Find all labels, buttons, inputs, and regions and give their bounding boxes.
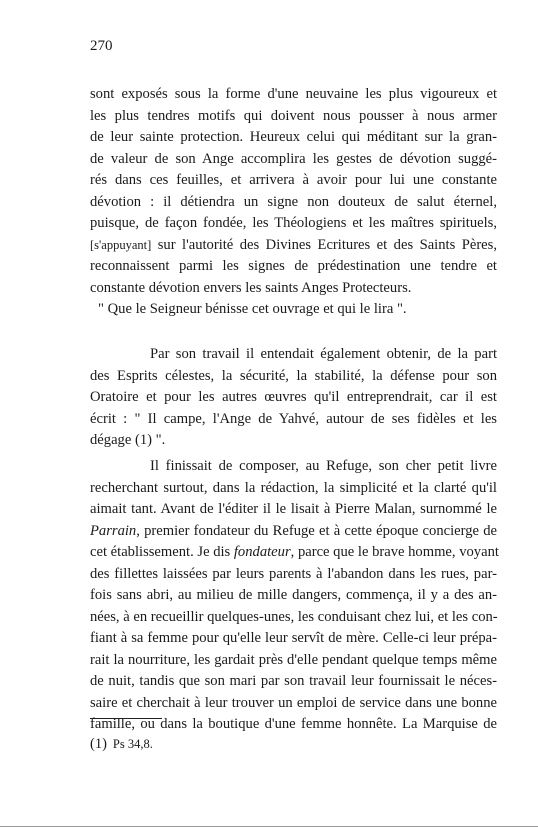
text-line: recherchant surtout, dans la rédaction, la simplicité et la clarté qu'il: [90, 479, 497, 496]
text-fragment: , parce que le brave homme, voyant: [290, 544, 499, 560]
text-line: des fillettes laissées par leurs parents à l'abandon dans les rues, par-: [90, 565, 497, 582]
text-line: Par son travail il entendait également obtenir, de la part: [150, 346, 497, 362]
page-bottom-edge: [0, 826, 538, 827]
text-line: de valeur de son Ange accomplira les gestes de dévotion suggé-: [90, 150, 497, 167]
text-line: des Esprits célestes, la sécurité, la stabilité, la défense pour son: [90, 367, 497, 384]
text-line: reconnaissent parmi les signes de prédestination une tendre et: [90, 258, 497, 274]
footnote-marker: (1): [90, 736, 107, 752]
text-line: dégage (1) ".: [90, 432, 166, 448]
text-line: sont exposés sous la forme d'une neuvaine les plus vigoureux et: [90, 86, 497, 102]
text-line: Il finissait de composer, au Refuge, son cher petit livre: [150, 458, 497, 474]
italic-name: Parrain: [90, 522, 137, 539]
footnote-source: Ps 34,8.: [112, 737, 153, 751]
footnote: [90, 736, 153, 753]
text-line: famille, ou dans la boutique d'une femme honnête. La Marquise de: [90, 716, 497, 732]
text-line: fois sans abri, au milieu de mille dangers, commença, il y a des an-: [90, 587, 497, 603]
text-line: de leur sainte protection. Heureux celui qui méditant sur la gran-: [90, 129, 497, 145]
text-line: puisque, de façon fondée, les Théologiens et les maîtres spirituels,: [90, 215, 497, 231]
text-line: [90, 542, 497, 564]
text-line: rés dans ces feuilles, et arrivera à avoir pour lui une constante: [90, 172, 497, 188]
text-line: Oratoire et pour les autres œuvres qu'il entreprendrait, car il est: [90, 389, 497, 405]
text-line: nées, à en recueillir quelques-unes, les conduisant chez lui, et les con-: [90, 608, 498, 625]
footnote-divider: [90, 718, 162, 719]
text-line: [90, 235, 497, 257]
text-line: saire et cherchait à leur trouver un emploi de service dans une bonne: [90, 694, 497, 711]
text-line: rait la nourriture, les gardait près d'elle pendant quelque temps même: [90, 651, 497, 668]
text-line: dévotion : il détiendra un signe non douteux de salut éternel,: [90, 193, 497, 210]
paragraph-2: [90, 344, 497, 452]
text-line: écrit : " Il campe, l'Ange de Yahvé, autour de ses fidèles et les: [90, 410, 497, 427]
text-fragment: cet établissement. Je dis: [90, 544, 234, 560]
text-fragment: sur l'autorité des Divines Ecritures et des Saints Pères,: [151, 236, 497, 253]
text-line: aimait tant. Avant de l'éditer il le lisait à Pierre Malan, surnommé le: [90, 501, 497, 517]
editorial-insertion: [s'appuyant]: [90, 237, 152, 252]
paragraph-3: [90, 456, 497, 736]
text-line: constante dévotion envers les saints Anges Protecteurs.: [90, 279, 412, 296]
text-line: les plus tendres motifs qui doivent nous pousser à nous armer: [90, 107, 497, 124]
paragraph-1: [90, 84, 497, 321]
text-fragment: , premier fondateur du Refuge et à cette époque concierge de: [136, 522, 497, 539]
text-line: fiant à sa femme pour qu'elle leur servît de mère. Celle-ci leur prépa-: [90, 630, 497, 646]
page-number: 270: [90, 38, 113, 54]
blessing-quote: " Que le Seigneur bénisse cet ouvrage et qui le lira ".: [98, 301, 407, 317]
italic-word: fondateur: [233, 544, 291, 560]
text-line: de nuit, tandis que son mari par son travail leur fournissait le néces-: [90, 673, 497, 689]
text-line: [90, 521, 497, 543]
